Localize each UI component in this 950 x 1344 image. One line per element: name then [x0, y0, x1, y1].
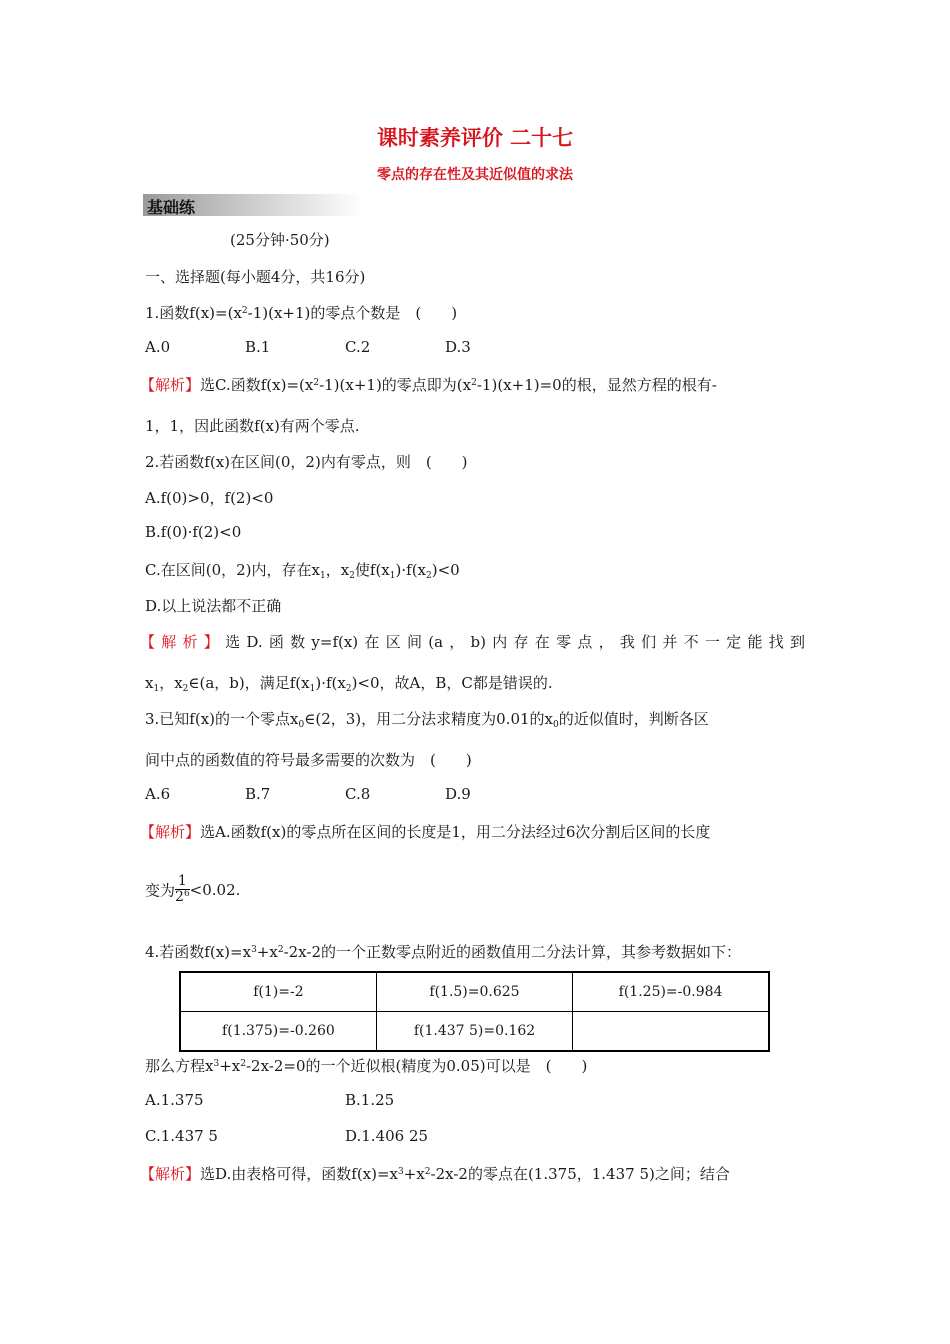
q1-answer-line2: 1，1，因此函数f(x)有两个零点. — [145, 417, 360, 435]
analysis-tag: 【解析】 — [140, 633, 226, 651]
section-header-basic — [143, 194, 363, 216]
table-row — [180, 1012, 769, 1052]
q1-stem: 1.函数$f(x)=(x^2-1)(x+1)$的零点个数是 ( ) — [145, 304, 458, 322]
page-title: 课时素养评价 二十七 — [376, 126, 574, 150]
reference-data-table — [179, 971, 770, 1052]
table-cell: f(1.5)=0.625 — [376, 972, 572, 1012]
fraction: $\frac{1}{2^6}$ — [175, 873, 190, 906]
q3-option-b[interactable]: B.7 — [245, 785, 271, 803]
q3-option-c[interactable]: C.8 — [345, 785, 371, 803]
q4-option-d[interactable]: D.1.406 25 — [345, 1127, 429, 1145]
part-heading: 一、选择题(每小题4分，共16分) — [145, 268, 366, 286]
q3-stem-line1: 3.已知f(x)的一个零点$x_0\in(2$，3)，用二分法求精度为0.01的$x_0$的近似值时，判断各区 — [145, 710, 709, 730]
q4-options-row2 — [145, 1127, 545, 1145]
analysis-tag: 【解析】 — [140, 1165, 201, 1183]
q3-option-a[interactable]: A.6 — [145, 785, 171, 803]
analysis-tag: 【解析】 — [140, 823, 201, 841]
table-row — [180, 972, 769, 1012]
table-cell: f(1)=-2 — [180, 972, 376, 1012]
q1-options — [145, 338, 545, 356]
time-score: (25分钟·50分) — [230, 231, 330, 249]
q4-answer-line1: 【解析】选D.由表格可得，函数$f(x)=x^3+x^2-2x-2$的零点在(1.375，1.437 5)之间；结合 — [140, 1165, 730, 1183]
q2-option-c[interactable]: C.在区间(0，2)内，存在$x_1$，$x_2$使$f(x_1)\cdot f(x_2)<0$ — [145, 561, 460, 581]
q3-answer-line2: 变为 $\frac{1}{2^6}$ <0.02. — [145, 873, 241, 906]
q1-answer-line1: 【解析】选C.函数$f(x)=(x^2-1)(x+1)$的零点即为$(x^2-1)(x+1)=0$的根，显然方程的根有- — [140, 376, 717, 394]
section-label: 基础练 — [147, 198, 196, 217]
table-cell: f(1.437 5)=0.162 — [376, 1012, 572, 1052]
q2-stem: 2.若函数f(x)在区间(0，2)内有零点，则 ( ) — [145, 453, 468, 471]
table-cell: f(1.25)=-0.984 — [573, 972, 769, 1012]
q2-answer-line1: 【解析】选D.函数y=f(x)在区间(a，b)内存在零点，我们并不一定能找到 — [140, 633, 805, 651]
q2-option-b[interactable]: B.f(0)·f(2)<0 — [145, 523, 242, 541]
q3-stem-line2: 间中点的函数值的符号最多需要的次数为 ( ) — [145, 751, 472, 769]
table-cell: f(1.375)=-0.260 — [180, 1012, 376, 1052]
q1-option-c[interactable]: C.2 — [345, 338, 371, 356]
q4-option-b[interactable]: B.1.25 — [345, 1091, 395, 1109]
analysis-tag: 【解析】 — [140, 376, 201, 394]
q4-stem: 4.若函数$f(x)=x^3+x^2-2x-2$的一个正数零点附近的函数值用二分法计算，其参考数据如下： — [145, 943, 741, 961]
q1-option-d[interactable]: D.3 — [445, 338, 471, 356]
q4-question: 那么方程$x^3+x^2-2x-2=0$的一个近似根(精度为0.05)可以是 ( ) — [145, 1057, 588, 1075]
q4-option-a[interactable]: A.1.375 — [145, 1091, 204, 1109]
q2-answer-line2: $x_1$，$x_2\in(a$，b)，满足$f(x_1)\cdot f(x_2)<0$，故A，B，C都是错误的. — [145, 674, 553, 694]
page-subtitle: 零点的存在性及其近似值的求法 — [377, 167, 573, 183]
q4-options-row1 — [145, 1091, 545, 1109]
q1-option-b[interactable]: B.1 — [245, 338, 271, 356]
table-cell — [573, 1012, 769, 1052]
q3-option-d[interactable]: D.9 — [445, 785, 471, 803]
q4-option-c[interactable]: C.1.437 5 — [145, 1127, 218, 1145]
q2-option-d[interactable]: D.以上说法都不正确 — [145, 597, 282, 615]
q1-option-a[interactable]: A.0 — [145, 338, 171, 356]
q3-answer-line1: 【解析】选A.函数f(x)的零点所在区间的长度是1，用二分法经过6次分割后区间的长度 — [140, 823, 711, 841]
q2-option-a[interactable]: A.f(0)>0，f(2)<0 — [145, 489, 274, 507]
q3-options — [145, 785, 545, 803]
